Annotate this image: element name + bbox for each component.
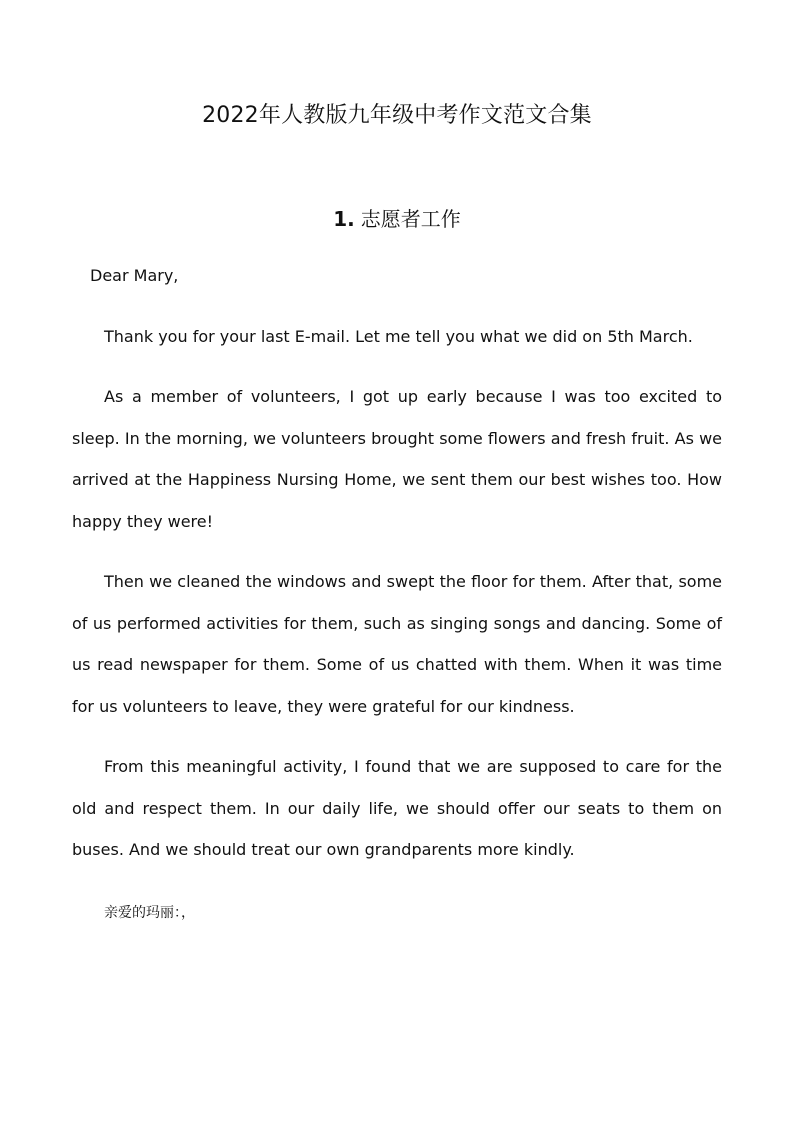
letter-greeting: Dear Mary, (90, 266, 179, 285)
paragraph-3: Then we cleaned the windows and swept the floor for them. After that, some of us performed activities for them, such as singing songs and dancing. Some of us read newspaper for them. Some of us chatted with them. When it was time for us volunteers to leave, they were grateful for our kindness. (72, 572, 722, 717)
paragraph-1: Thank you for your last E-mail. Let me tell you what we did on 5th March. (104, 327, 693, 346)
paragraph-4: From this meaningful activity, I found that we are supposed to care for the old and respect them. In our daily life, we should offer our seats to them on buses. And we should treat our own grandparents more kindly. (72, 757, 722, 860)
section-heading-text: 志愿者工作 (360, 207, 461, 231)
section-heading (0, 203, 794, 232)
chinese-greeting: 亲爱的玛丽：， (104, 905, 195, 921)
document-title: 2022年人教版九年级中考作文范文合集 (202, 103, 592, 128)
section-number: 1. (333, 207, 355, 231)
paragraph-2: As a member of volunteers, I got up early because I was too excited to sleep. In the morning, we volunteers brought some flowers and fresh fruit. As we arrived at the Happiness Nursing Home, we sent them our best wishes too. How happy they were! (72, 387, 722, 532)
